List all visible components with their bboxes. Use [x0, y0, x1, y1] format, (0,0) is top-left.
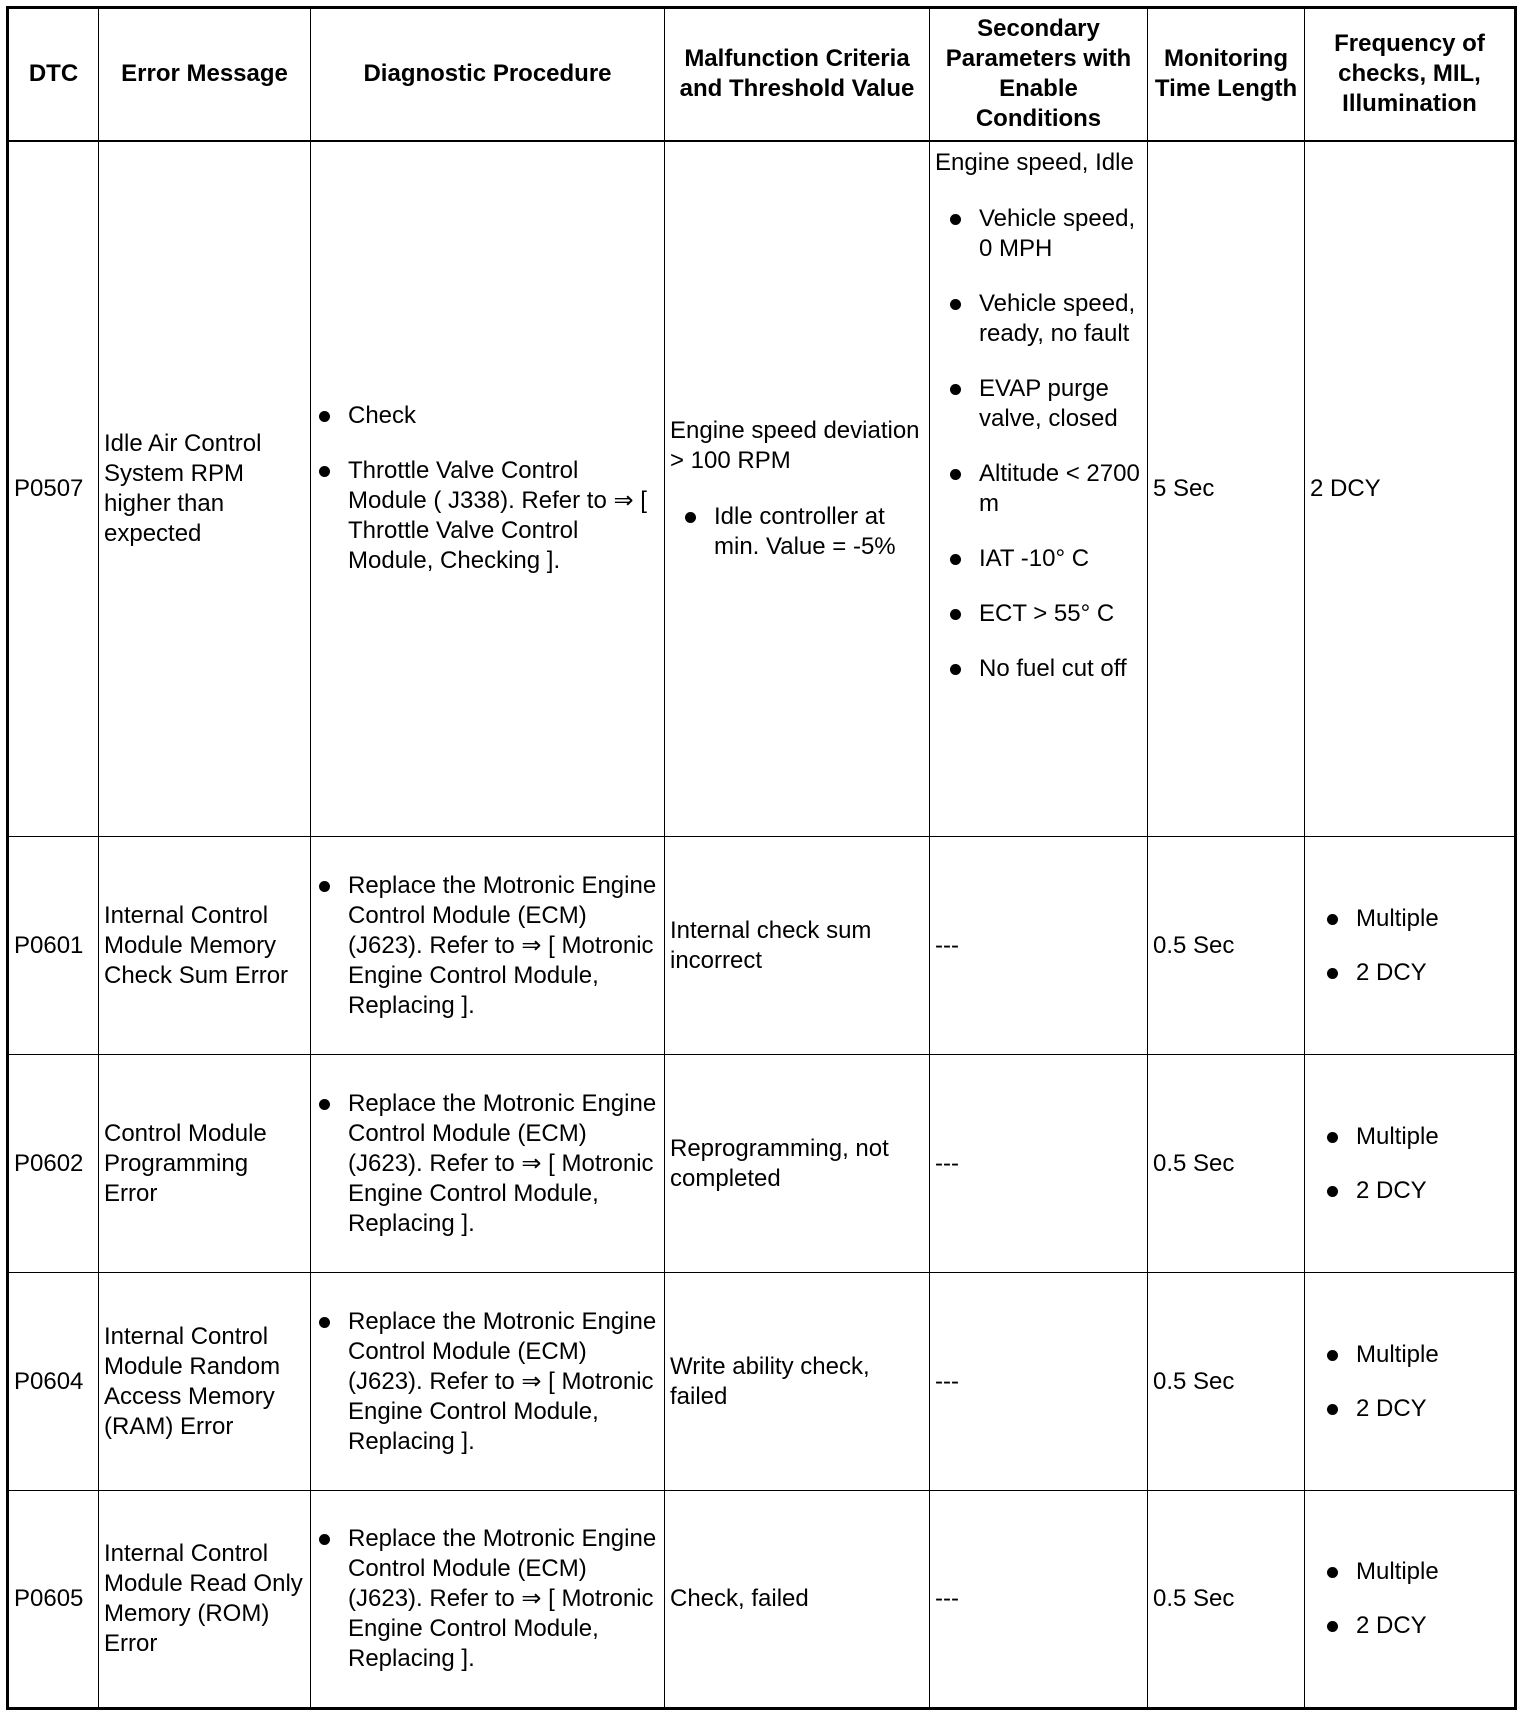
header-row [8, 8, 1516, 141]
monitoring-time: 0.5 Sec [1148, 837, 1305, 1055]
secondary-parameters: --- [930, 837, 1148, 1055]
list-item: 2 DCY [1324, 958, 1509, 988]
secondary-parameters [930, 141, 1148, 837]
error-message: Internal Control Module Read Only Memory (ROM) Error [99, 1491, 311, 1709]
frequency-list [1310, 1122, 1509, 1206]
malfunction-criteria [665, 141, 930, 837]
malfunction-criteria: Check, failed [665, 1491, 930, 1709]
list-item: Replace the Motronic Engine Control Module (ECM) (J623). Refer to ⇒ [ Motronic Engine Control Module, Replacing ]. [316, 1089, 659, 1239]
criteria-text: Engine speed deviation > 100 RPM [670, 416, 920, 474]
list-item: Replace the Motronic Engine Control Module (ECM) (J623). Refer to ⇒ [ Motronic Engine Control Module, Replacing ]. [316, 871, 659, 1021]
list-item: Replace the Motronic Engine Control Module (ECM) (J623). Refer to ⇒ [ Motronic Engine Control Module, Replacing ]. [316, 1524, 659, 1674]
malfunction-criteria: Reprogramming, not completed [665, 1055, 930, 1273]
table-row [8, 1055, 1516, 1273]
diagnostic-procedure [311, 141, 665, 837]
criteria-sublist [670, 502, 924, 562]
list-item: ECT > 55° C [947, 599, 1142, 629]
list-item: Multiple [1324, 1557, 1509, 1587]
frequency [1305, 1273, 1516, 1491]
list-item: Altitude < 2700 m [947, 459, 1142, 519]
list-item: 2 DCY [1324, 1611, 1509, 1641]
error-message: Idle Air Control System RPM higher than expected [99, 141, 311, 837]
table-row [8, 1491, 1516, 1709]
list-item: Replace the Motronic Engine Control Module (ECM) (J623). Refer to ⇒ [ Motronic Engine Control Module, Replacing ]. [316, 1307, 659, 1457]
list-item: IAT -10° C [947, 544, 1142, 574]
table-row [8, 1273, 1516, 1491]
list-item: No fuel cut off [947, 654, 1142, 684]
dtc-table [6, 6, 1517, 1710]
dtc-code: P0605 [8, 1491, 99, 1709]
list-item: Multiple [1324, 1340, 1509, 1370]
error-message: Internal Control Module Random Access Memory (RAM) Error [99, 1273, 311, 1491]
procedure-list [316, 1524, 659, 1674]
frequency-list [1310, 904, 1509, 988]
secondary-intro: Engine speed, Idle [935, 148, 1134, 176]
procedure-list [316, 401, 659, 576]
list-item: 2 DCY [1324, 1394, 1509, 1424]
frequency-list [1310, 1557, 1509, 1641]
list-item: Multiple [1324, 904, 1509, 934]
dtc-code: P0604 [8, 1273, 99, 1491]
malfunction-criteria: Write ability check, failed [665, 1273, 930, 1491]
header-dtc: DTC [8, 8, 99, 141]
error-message: Internal Control Module Memory Check Sum Error [99, 837, 311, 1055]
frequency [1305, 1055, 1516, 1273]
frequency [1305, 1491, 1516, 1709]
procedure-list [316, 1307, 659, 1457]
header-frequency: Frequency of checks, MIL, Illumination [1305, 8, 1516, 141]
error-message: Control Module Programming Error [99, 1055, 311, 1273]
table-row [8, 837, 1516, 1055]
frequency [1305, 837, 1516, 1055]
diagnostic-procedure [311, 1491, 665, 1709]
list-item: Multiple [1324, 1122, 1509, 1152]
diagnostic-procedure [311, 1273, 665, 1491]
list-item: Throttle Valve Control Module ( J338). Refer to ⇒ [ Throttle Valve Control Module, Checking ]. [316, 456, 659, 576]
monitoring-time: 0.5 Sec [1148, 1491, 1305, 1709]
dtc-code: P0507 [8, 141, 99, 837]
monitoring-time: 5 Sec [1148, 141, 1305, 837]
procedure-list [316, 871, 659, 1021]
list-item: Check [316, 401, 659, 431]
header-monitoring-time: Monitoring Time Length [1148, 8, 1305, 141]
list-item: Vehicle speed, 0 MPH [947, 204, 1142, 264]
list-item: EVAP purge valve, closed [947, 374, 1142, 434]
secondary-parameters: --- [930, 1273, 1148, 1491]
secondary-list [935, 204, 1142, 684]
frequency: 2 DCY [1305, 141, 1516, 837]
monitoring-time: 0.5 Sec [1148, 1055, 1305, 1273]
list-item: Idle controller at min. Value = -5% [682, 502, 924, 562]
monitoring-time: 0.5 Sec [1148, 1273, 1305, 1491]
list-item: Vehicle speed, ready, no fault [947, 289, 1142, 349]
dtc-code: P0602 [8, 1055, 99, 1273]
secondary-parameters: --- [930, 1491, 1148, 1709]
dtc-code: P0601 [8, 837, 99, 1055]
frequency-list [1310, 1340, 1509, 1424]
header-secondary-parameters: Secondary Parameters with Enable Conditions [930, 8, 1148, 141]
header-diagnostic-procedure: Diagnostic Procedure [311, 8, 665, 141]
list-item: 2 DCY [1324, 1176, 1509, 1206]
malfunction-criteria: Internal check sum incorrect [665, 837, 930, 1055]
header-error-message: Error Message [99, 8, 311, 141]
secondary-parameters: --- [930, 1055, 1148, 1273]
procedure-list [316, 1089, 659, 1239]
diagnostic-procedure [311, 1055, 665, 1273]
header-malfunction-criteria: Malfunction Criteria and Threshold Value [665, 8, 930, 141]
table-row [8, 141, 1516, 837]
diagnostic-procedure [311, 837, 665, 1055]
